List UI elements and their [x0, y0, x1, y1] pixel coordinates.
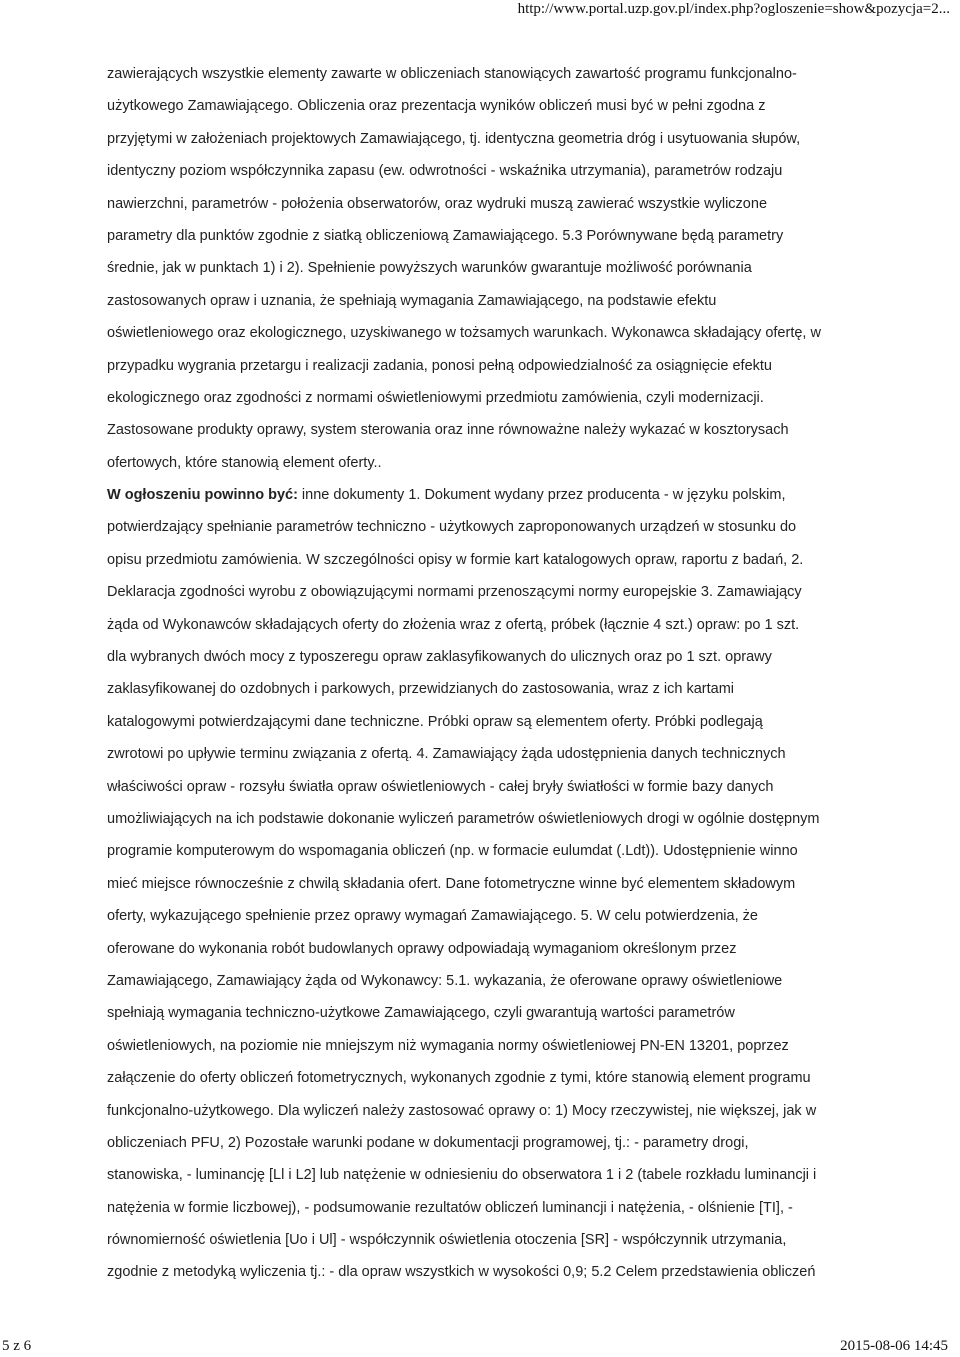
text-line: umożliwiających na ich podstawie dokonanie wyliczeń parametrów oświetleniowych drogi w ogólnie dostępnym: [107, 810, 820, 827]
text-line: oferty, wykazującego spełnienie przez oprawy wymagań Zamawiającego. 5. W celu potwierdzenia, że: [107, 908, 758, 925]
text-line: Deklaracja zgodności wyrobu z obowiązującymi normami przenoszącymi normy europejskie 3. Zamawiający: [107, 584, 802, 601]
text-line: przyjętymi w założeniach projektowych Zamawiającego, tj. identyczna geometria dróg i usytuowania słupów,: [107, 130, 801, 147]
text-line: Zastosowane produkty oprawy, system sterowania oraz inne równoważne należy wykazać w kosztorysach: [107, 422, 789, 439]
text-line: żąda od Wykonawców składających oferty do złożenia wraz z ofertą, próbek (łącznie 4 szt.) opraw: po 1 szt.: [107, 616, 800, 633]
text-line: zawierających wszystkie elementy zawarte w obliczeniach stanowiących zawartość programu funkcjonalno-: [107, 66, 797, 82]
section-label: W ogłoszeniu powinno być:: [107, 487, 298, 504]
text-line: zastosowanych opraw i uznania, że spełniają wymagania Zamawiającego, na podstawie efektu: [107, 292, 717, 309]
text-line: obliczeniach PFU, 2) Pozostałe warunki podane w dokumentacji programowej, tj.: - parametry drogi,: [107, 1134, 749, 1151]
print-datetime: 2015-08-06 14:45: [840, 1338, 948, 1354]
text-line: mieć miejsce równocześnie z chwilą składania ofert. Dane fotometryczne winne być elementem składowym: [107, 875, 796, 892]
text-line: stanowiska, - luminancję [Ll i L2] lub natężenie w odniesieniu do obserwatora 1 i 2 (tabele rozkładu luminancji i: [107, 1167, 817, 1184]
text-line: Zamawiającego, Zamawiający żąda od Wykonawcy: 5.1. wykazania, że oferowane oprawy oświetleniowe: [107, 972, 783, 989]
text-line: oświetleniowych, na poziomie nie mniejszym niż wymagania normy oświetleniowej PN-EN 13201, poprzez: [107, 1037, 789, 1054]
text-line: opisu przedmiotu zamówienia. W szczególności opisy w formie kart katalogowych opraw, raportu z badań, 2.: [107, 551, 804, 568]
text-line: programie komputerowym do wspomagania obliczeń (np. w formacie eulumdat (.Ldt)). Udostępnienie winno: [107, 843, 798, 860]
text-line: funkcjonalno-użytkowego. Dla wyliczeń należy zastosować oprawy o: 1) Mocy rzeczywistej, nie większej, jak w: [107, 1102, 817, 1119]
text-line: załączenie do oferty obliczeń fotometrycznych, wykonanych zgodnie z tymi, które stanowią element programu: [107, 1070, 811, 1087]
text-line: ekologicznego oraz zgodności z normami oświetleniowymi przedmiotu zamówienia, czyli modernizacji.: [107, 389, 764, 406]
text-line: spełniają wymagania techniczno-użytkowe Zamawiającego, czyli gwarantują wartości parametrów: [107, 1005, 735, 1022]
document-body: [107, 58, 907, 1289]
text-line: oświetleniowego oraz ekologicznego, uzyskiwanego w tożsamych warunkach. Wykonawca składający ofertę, w: [107, 325, 821, 342]
text-line: równomierność oświetlenia [Uo i Ul] - współczynnik oświetlenia otoczenia [SR] - współczynnik utrzymania,: [107, 1232, 787, 1249]
text-line: przypadku wygrania przetargu i realizacji zadania, ponosi pełną odpowiedzialność za osiągnięcie efektu: [107, 357, 772, 374]
text-line: ofertowych, które stanowią element oferty..: [107, 454, 382, 471]
section-heading-line: [107, 479, 907, 511]
text-line: nawierzchni, parametrów - położenia obserwatorów, oraz wydruki muszą zawierać wszystkie wyliczone: [107, 195, 768, 212]
text-line: średnie, jak w punktach 1) i 2). Spełnienie powyższych warunków gwarantuje możliwość porównania: [107, 260, 752, 277]
page-number: 5 z 6: [2, 1338, 32, 1354]
text-line: parametry dla punktów zgodnie z siatką obliczeniową Zamawiającego. 5.3 Porównywane będą parametry: [107, 227, 784, 244]
page-url-header: http://www.portal.uzp.gov.pl/index.php?ogloszenie=show&pozycja=2...: [517, 1, 950, 17]
text-line: katalogowymi potwierdzającymi dane techniczne. Próbki opraw są elementem oferty. Próbki podlegają: [107, 713, 763, 730]
text-line: właściwości opraw - rozsyłu światła opraw oświetleniowych - całej bryły światłości w formie bazy danych: [107, 778, 774, 795]
text-line: zaklasyfikowanej do ozdobnych i parkowych, przewidzianych do zastosowania, wraz z ich kartami: [107, 681, 735, 698]
text-line: zgodnie z metodyką wyliczenia tj.: - dla opraw wszystkich w wysokości 0,9; 5.2 Celem przedstawienia obliczeń: [107, 1264, 816, 1281]
text-line: oferowane do wykonania robót budowlanych oprawy odpowiadają wymaganiom określonym przez: [107, 940, 737, 957]
text-line: użytkowego Zamawiającego. Obliczenia oraz prezentacja wyników obliczeń musi być w pełni zgodna z: [107, 98, 766, 115]
section-line-rest: inne dokumenty 1. Dokument wydany przez producenta - w języku polskim,: [297, 487, 786, 504]
text-line: potwierdzający spełnianie parametrów techniczno - użytkowych zaproponowanych urządzeń w stosunku do: [107, 519, 797, 536]
text-line: identyczny poziom współczynnika zapasu (ew. odwrotności - wskaźnika utrzymania), parametrów rodzaju: [107, 163, 783, 180]
text-line: natężenia w formie liczbowej), - podsumowanie rezultatów obliczeń luminancji i natężenia, - olśnienie [TI], -: [107, 1199, 793, 1216]
text-line: dla wybranych dwóch mocy z typoszeregu opraw zaklasyfikowanych do ulicznych oraz po 1 szt. oprawy: [107, 649, 772, 666]
text-line: zwrotowi po upływie terminu związania z ofertą. 4. Zamawiający żąda udostępnienia danych technicznych: [107, 746, 786, 763]
